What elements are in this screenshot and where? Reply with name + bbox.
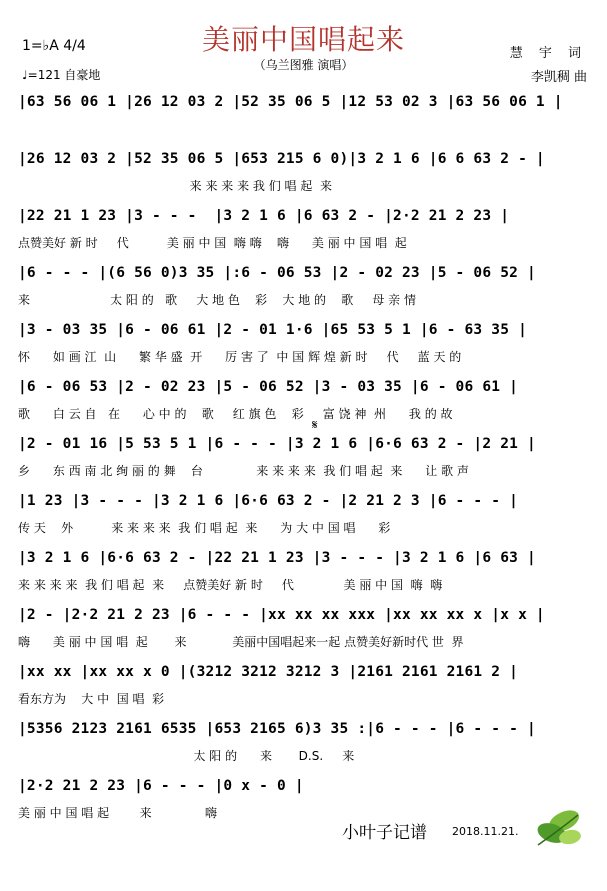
transcription-date: 2018.11.21.	[452, 825, 519, 838]
score-note-line: |6 - - - |(6 56 0)3 35 |:6 - 06 53 |2 - 02 23 |5 - 06 52 |	[18, 265, 536, 281]
score-note-line: |3 - 03 35 |6 - 06 61 |2 - 01 1·6 |65 53 5 1 |6 - 63 35 |	[18, 322, 527, 338]
composer-credit: 李凯稠 曲	[530, 70, 587, 85]
score-lyric-line: 来 来 来 来 我 们 唱 起 来	[18, 179, 332, 193]
segno-sign: 𝄋	[312, 418, 318, 433]
score-note-line: |63 56 06 1 |26 12 03 2 |52 35 06 5 |12 53 02 3 |63 56 06 1 |	[18, 94, 563, 110]
score-lyric-line: 嗨 美 丽 中 国 唱 起 来 美丽中国唱起来一起 点赞美好新时代 世 界	[18, 635, 464, 649]
lyricist-credit: 慧 宇 词	[509, 46, 587, 61]
page-title: 美丽中国唱起来	[201, 23, 405, 56]
performer-subtitle: （乌兰图雅 演唱）	[253, 58, 354, 72]
score-lyric-line: 太 阳 的 来 D.S. 来	[18, 749, 355, 763]
score-lyric-line: 看东方为 大 中 国 唱 彩	[18, 692, 165, 706]
score-lyric-line: 美 丽 中 国 唱 起 来 嗨	[18, 806, 217, 820]
key-signature: 1=♭A 4/4	[22, 38, 86, 54]
score-note-line: |2·2 21 2 23 |6 - - - |0 x - 0 |	[18, 778, 304, 794]
score-note-line: |22 21 1 23 |3 - - - |3 2 1 6 |6 63 2 - |2·2 21 2 23 |	[18, 208, 510, 224]
leaf-logo-icon	[528, 805, 586, 849]
score-lyric-line: 乡 东 西 南 北 绚 丽 的 舞 台 来 来 来 来 我 们 唱 起 来 让 歌 声	[18, 464, 469, 478]
score-note-line: |3 2 1 6 |6·6 63 2 - |22 21 1 23 |3 - - - |3 2 1 6 |6 63 |	[18, 550, 536, 566]
score-note-line: |5356 2123 2161 6535 |653 2165 6)3 35 :|6 - - - |6 - - - |	[18, 721, 536, 737]
score-note-line: |6 - 06 53 |2 - 02 23 |5 - 06 52 |3 - 03 35 |6 - 06 61 |	[18, 379, 519, 395]
score-note-line: |2 - 01 16 |5 53 5 1 |6 - - - |3 2 1 6 |6·6 63 2 - |2 21 |	[18, 436, 536, 452]
tempo-marking: ♩=121 自豪地	[22, 68, 101, 82]
score-note-line: |xx xx |xx xx x 0 |(3212 3212 3212 3 |2161 2161 2161 2 |	[18, 664, 519, 680]
score-note-line: |1 23 |3 - - - |3 2 1 6 |6·6 63 2 - |2 21 2 3 |6 - - - |	[18, 493, 519, 509]
score-lyric-line: 点赞美好 新 时 代 美 丽 中 国 嗨 嗨 嗨 美 丽 中 国 唱 起	[18, 236, 407, 250]
score-lyric-line: 传 天 外 来 来 来 来 我 们 唱 起 来 为 大 中 国 唱 彩	[18, 521, 391, 535]
score-note-line: |2 - |2·2 21 2 23 |6 - - - |xx xx xx xxx |xx xx xx x |x x |	[18, 607, 545, 623]
score-note-line: |26 12 03 2 |52 35 06 5 |653 215 6 0)|3 2 1 6 |6 6 63 2 - |	[18, 151, 545, 167]
score-lyric-line: 来 来 来 来 我 们 唱 起 来 点赞美好 新 时 代 美 丽 中 国 嗨 嗨	[18, 578, 443, 592]
score-lyric-line: 怀 如 画 江 山 繁 华 盛 开 厉 害 了 中 国 辉 煌 新 时 代 蓝 天 的	[18, 350, 462, 364]
score-lyric-line: 来 太 阳 的 歌 大 地 色 彩 大 地 的 歌 母 亲 情	[18, 293, 416, 307]
transcriber-signature: 小叶子记谱	[342, 823, 427, 843]
score-lyric-line: 歌 白 云 自 在 心 中 的 歌 红 旗 色 彩 富 饶 神 州 我 的 故	[18, 407, 453, 421]
